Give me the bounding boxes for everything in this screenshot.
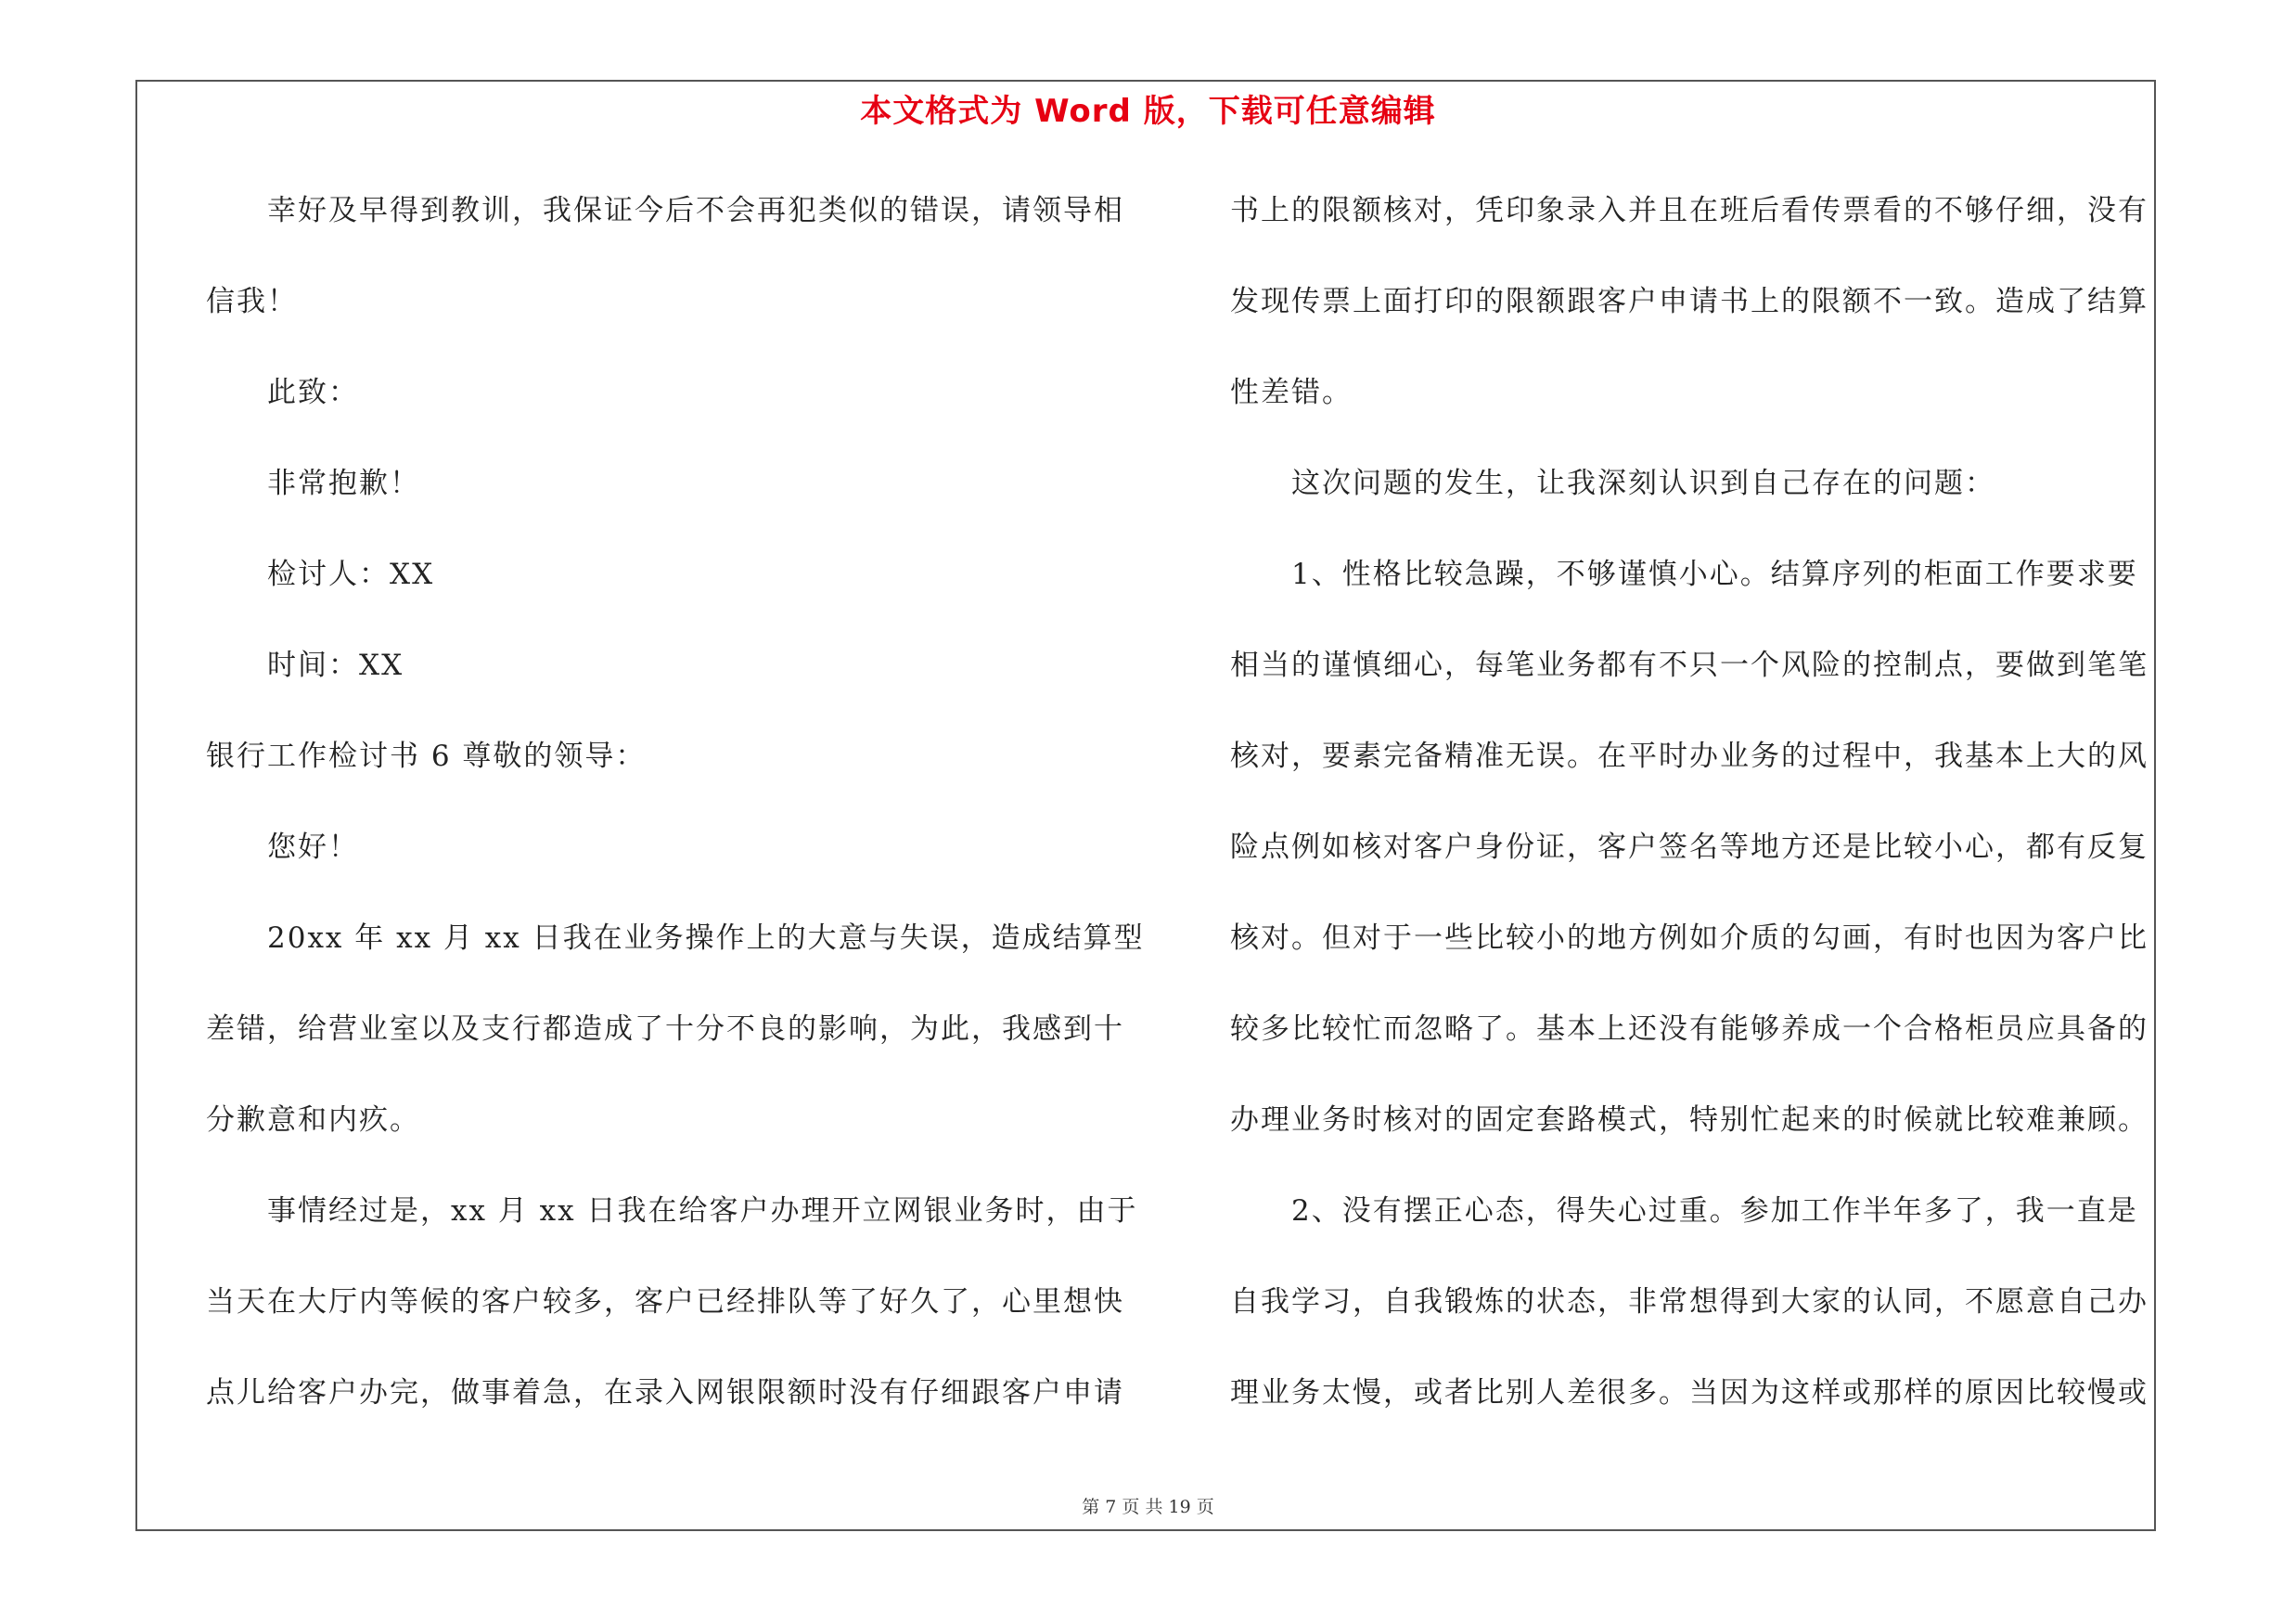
text-line: 较多比较忙而忽略了。基本上还没有能够养成一个合格柜员应具备的 bbox=[1230, 1012, 2148, 1046]
text-line: 此致： bbox=[267, 376, 359, 409]
text-line: 自我学习，自我锻炼的状态，非常想得到大家的认同，不愿意自己办 bbox=[1230, 1285, 2148, 1319]
text-line: 非常抱歉！ bbox=[267, 467, 420, 500]
text-line: 检讨人：XX bbox=[267, 558, 435, 591]
text-line: 点儿给客户办完，做事着急，在录入网银限额时没有仔细跟客户申请 bbox=[206, 1376, 1124, 1410]
text-line: 幸好及早得到教训，我保证今后不会再犯类似的错误，请领导相 bbox=[267, 194, 1124, 227]
text-line: 理业务太慢，或者比别人差很多。当因为这样或那样的原因比较慢或 bbox=[1230, 1376, 2148, 1410]
text-line: 这次问题的发生，让我深刻认识到自己存在的问题： bbox=[1291, 467, 1995, 500]
text-line: 您好！ bbox=[267, 831, 359, 864]
text-line: 时间：XX bbox=[267, 649, 404, 682]
format-banner: 本文格式为 Word 版，下载可任意编辑 bbox=[860, 93, 1436, 130]
text-line: 核对。但对于一些比较小的地方例如介质的勾画，有时也因为客户比 bbox=[1230, 921, 2148, 955]
text-line: 核对，要素完备精准无误。在平时办业务的过程中，我基本上大的风 bbox=[1230, 740, 2148, 773]
text-line: 1、性格比较急躁，不够谨慎小心。结算序列的柜面工作要求要 bbox=[1291, 558, 2138, 591]
text-line: 分歉意和内疚。 bbox=[206, 1103, 420, 1137]
text-line: 险点例如核对客户身份证，客户签名等地方还是比较小心，都有反复 bbox=[1230, 831, 2148, 864]
text-line: 发现传票上面打印的限额跟客户申请书上的限额不一致。造成了结算 bbox=[1230, 285, 2148, 318]
text-line: 信我！ bbox=[206, 285, 298, 318]
text-line: 差错，给营业室以及支行都造成了十分不良的影响，为此，我感到十 bbox=[206, 1012, 1124, 1046]
text-line: 性差错。 bbox=[1230, 376, 1353, 409]
right-column bbox=[1230, 182, 2158, 1455]
text-line: 2、没有摆正心态，得失心过重。参加工作半年多了，我一直是 bbox=[1291, 1194, 2138, 1228]
text-line: 相当的谨慎细心，每笔业务都有不只一个风险的控制点，要做到笔笔 bbox=[1230, 649, 2148, 682]
left-column bbox=[206, 182, 1145, 1455]
page-footer: 第 7 页 共 19 页 bbox=[1082, 1497, 1214, 1517]
text-line: 银行工作检讨书 6 尊敬的领导： bbox=[206, 740, 647, 773]
text-line: 事情经过是，xx 月 xx 日我在给客户办理开立网银业务时，由于 bbox=[267, 1194, 1138, 1228]
text-line: 当天在大厅内等候的客户较多，客户已经排队等了好久了，心里想快 bbox=[206, 1285, 1124, 1319]
text-line: 书上的限额核对，凭印象录入并且在班后看传票看的不够仔细，没有 bbox=[1230, 194, 2148, 227]
text-line: 办理业务时核对的固定套路模式，特别忙起来的时候就比较难兼顾。 bbox=[1230, 1103, 2148, 1137]
text-line: 20xx 年 xx 月 xx 日我在业务操作上的大意与失误，造成结算型 bbox=[267, 921, 1145, 955]
